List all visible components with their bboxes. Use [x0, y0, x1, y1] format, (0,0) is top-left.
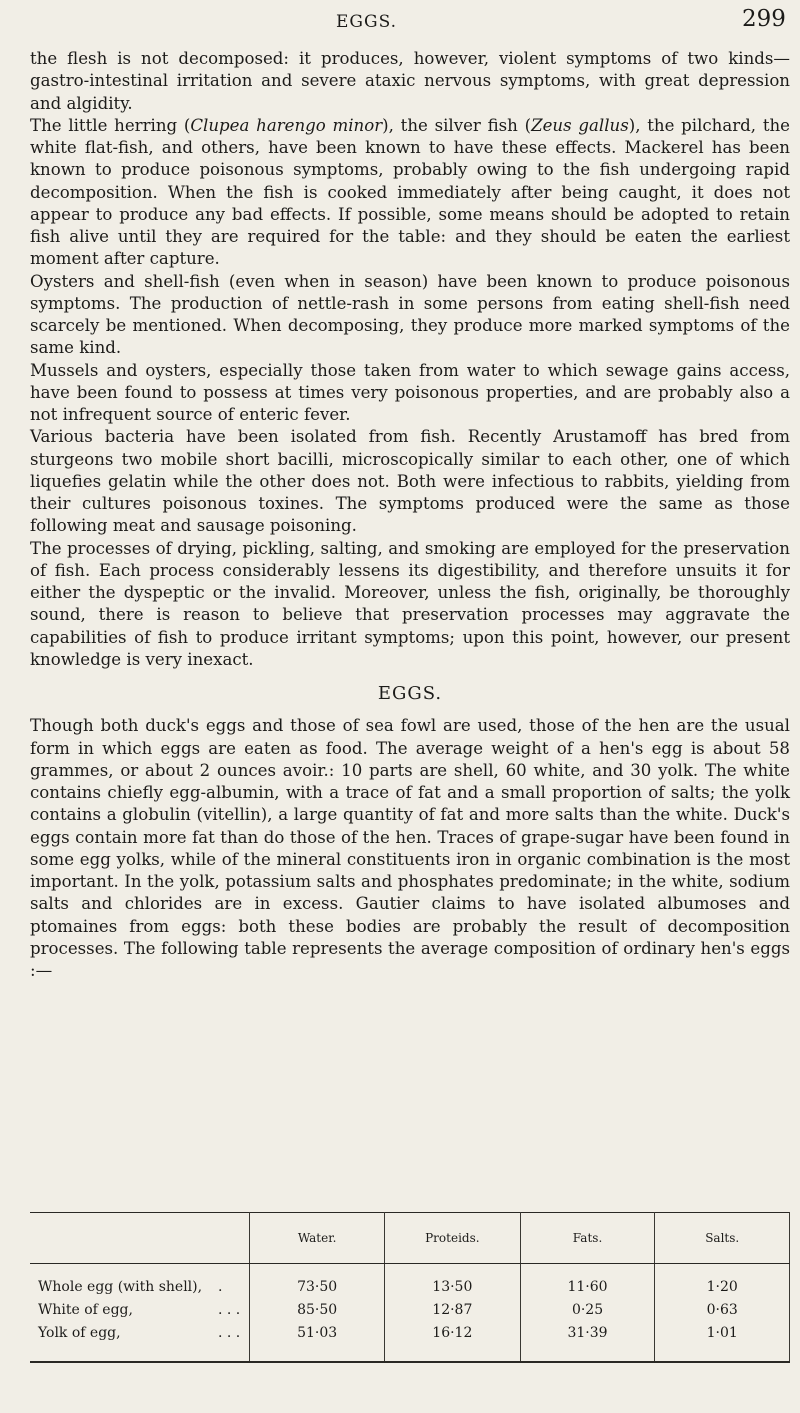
cell-water: 85·50: [250, 1299, 385, 1322]
cell-salts: 1·01: [655, 1322, 790, 1362]
cell-water: 51·03: [250, 1322, 385, 1362]
herring-tail: ),: [628, 115, 641, 135]
leader-dots: . . .: [218, 1302, 241, 1318]
page-number: 299: [742, 6, 786, 32]
paragraph-ptomaine-fish: the flesh is not decomposed: it produces, however, violent symptoms of two kinds—gastro-intestinal irritation and severe ataxic nervous symptoms, with great depression and algidity.: [30, 49, 790, 113]
leader-dots: .: [218, 1279, 223, 1295]
table-header-row: [30, 1213, 790, 1264]
cell-water: 73·50: [250, 1264, 385, 1300]
header-water: Water.: [250, 1213, 385, 1264]
paragraph-preservation: The processes of drying, pickling, salting, and smoking are employed for the preservation of fish. Each process considerably lessens its digestibility, and therefore unsuits it for either the dyspeptic or the invalid. Moreover, unless the fish, originally, be thoroughly sound, there is reason to believe that preservation processes may aggravate the capabilities of fish to produce irritant symptoms; upon this point, however, our present knowledge is very inexact.: [30, 538, 790, 669]
herring-lead: The little herring (: [30, 115, 191, 135]
header-proteids: Proteids.: [385, 1213, 521, 1264]
species-name-zeus: Zeus gallus: [531, 115, 629, 135]
paragraph-oysters: Oysters and shell-fish (even when in season) have been known to produce poisonous symptoms. The production of nettle-rash in some persons from eating shell-fish need scarcely be mentioned. When decomposing, they produce more marked symptoms of the same kind.: [30, 271, 790, 358]
egg-composition-table: [30, 1212, 790, 1363]
row-label: [30, 1322, 250, 1362]
row-label-text: Whole egg (with shell),: [38, 1279, 203, 1295]
running-title: EGGS.: [336, 12, 398, 32]
cell-proteids: 16·12: [385, 1322, 521, 1362]
row-label: [30, 1299, 250, 1322]
row-label-text: Yolk of egg,: [38, 1325, 121, 1341]
leader-dots: . . .: [218, 1325, 241, 1341]
cell-salts: 1·20: [655, 1264, 790, 1300]
cell-proteids: 12·87: [385, 1299, 521, 1322]
paragraph-mussels: Mussels and oysters, especially those taken from water to which sewage gains access, have been found to possess at times very poisonous properties, and are probably also a not infrequent source of enteric fever.: [30, 360, 790, 424]
cell-salts: 0·63: [655, 1299, 790, 1322]
running-head: [0, 2, 800, 46]
table-row: [30, 1264, 790, 1300]
table-row: [30, 1322, 790, 1362]
section-heading-eggs: EGGS.: [377, 683, 443, 704]
header-blank: [30, 1213, 250, 1264]
cell-fats: 31·39: [520, 1322, 655, 1362]
table-row: [30, 1299, 790, 1322]
header-salts: Salts.: [655, 1213, 790, 1264]
composition-table-wrap: [30, 1212, 800, 1363]
herring-mid: ), the silver fish (: [382, 115, 532, 135]
row-label-text: White of egg,: [38, 1302, 133, 1318]
cell-fats: 0·25: [520, 1299, 655, 1322]
cell-proteids: 13·50: [385, 1264, 521, 1300]
herring-body: the pilchard, the white flat-fish, and others, have been known to have these effects. Mackerel has been known to produce poisonous symptoms, probably owing to the fish undergoing rapid decomposition. When the fish is cooked immediately after being caught, it does not appear to produce any bad effects. If possible, some means should be adopted to retain fish alive until they are required for the table: and they should be eaten the earliest moment after capture.: [30, 115, 790, 269]
cell-fats: 11·60: [520, 1264, 655, 1300]
species-name-clupea: Clupea harengo minor: [190, 115, 383, 135]
paragraph-bacteria: Various bacteria have been isolated from fish. Recently Arustamoff has bred from sturgeons two mobile short bacilli, microscopically similar to each other, one of which liquefies gelatin while the other does not. Both were infectious to rabbits, yielding from their cultures poisonous toxines. The symptoms produced were the same as those following meat and sausage poisoning.: [30, 427, 790, 536]
paragraph-herring: [30, 115, 790, 271]
row-label: [30, 1264, 250, 1300]
header-fats: Fats.: [520, 1213, 655, 1264]
paragraph-eggs: Though both duck's eggs and those of sea fowl are used, those of the hen are the usual form in which eggs are eaten as food. The average weight of a hen's egg is about 58 grammes, or about 2 ounces avoir.: 10 parts are shell, 60 white, and 30 yolk. The white contains chiefly egg-albumin, with a trace of fat and a small proportion of salts; the yolk contains a globulin (vitellin), a large quantity of fat and more salts than the white. Duck's eggs contain more fat than do those of the hen. Traces of grape-sugar have been found in some egg yolks, while of the mineral constituents iron in organic combination is the most important. In the yolk, potassium salts and phosphates predominate; in the white, sodium salts and chlorides are in excess. Gautier claims to have isolated albumoses and ptomaines from eggs: both these bodies are probably the result of decomposition processes. The following table represents the average composition of ordinary hen's eggs :—: [30, 716, 790, 980]
body-text: [30, 48, 790, 982]
